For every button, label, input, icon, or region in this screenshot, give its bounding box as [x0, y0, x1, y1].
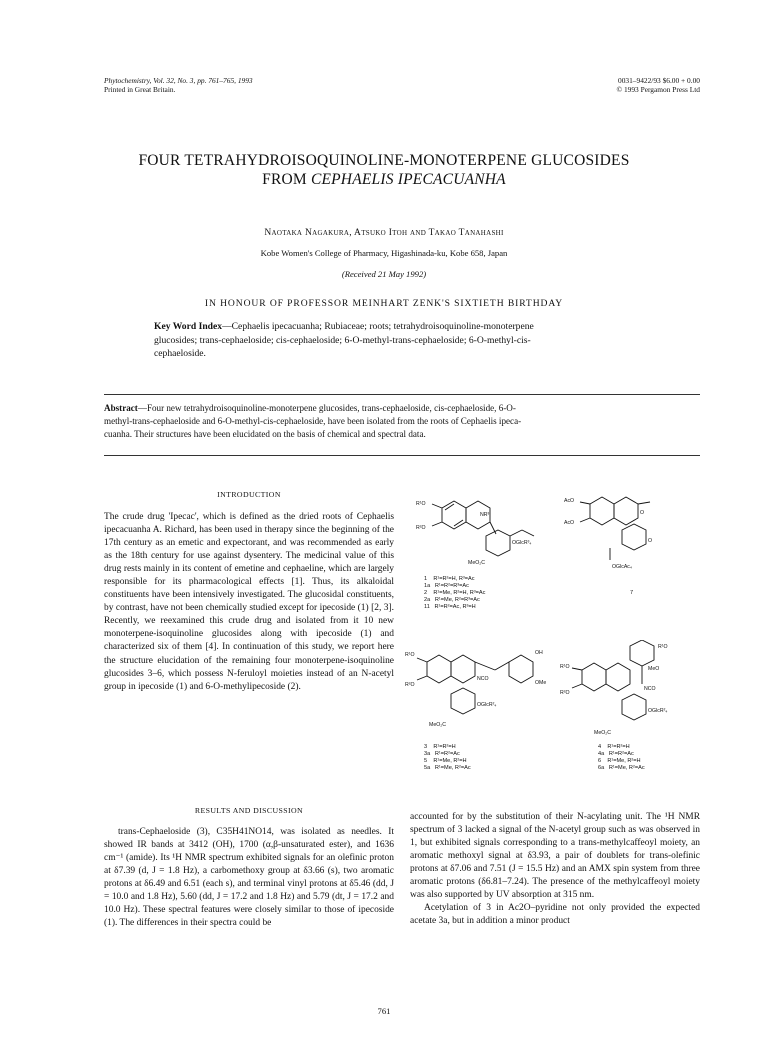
r1o-label: R¹O [416, 501, 426, 507]
journal-citation [104, 76, 253, 94]
dedication: IN HONOUR OF PROFESSOR MEINHART ZENK'S SIXTIETH BIRTHDAY [204, 298, 564, 309]
structure-trans-cephaeloside [405, 640, 560, 740]
results-paragraph-3: Acetylation of 3 in Ac2O–pyridine not only provided the expected acetate 3a, but in addition a minor product [410, 903, 700, 927]
author-list: Naotaka Nagakura, Atsuko Itoh and Takao Tanahashi [264, 228, 504, 238]
aco-label-2: AcO [564, 520, 575, 526]
issn-line: 0031–9422/93 $6.00 + 0.00 [618, 76, 700, 85]
oh-label: OH [535, 650, 543, 656]
oglc-label: OGlcR²₄ [648, 708, 668, 714]
r1o-label-2: R¹O [560, 664, 570, 670]
nco-label: NCO [477, 676, 489, 682]
r1o-label: R¹O [658, 644, 668, 650]
journal-line: Phytochemistry, Vol. 32, No. 3, pp. 761–765, 1993 [104, 76, 253, 85]
legend-compounds-3-5: 3 R¹=R²=H 3a R¹=R²=Ac 5 R¹=Me, R²=H 5a R¹=Me, R²=Ac [424, 744, 471, 772]
abstract-line-2: methyl-trans-cephaeloside and 6-O-methyl-cis-cephaeloside, have been isolated from the roots of Cephaelis ipeca- [104, 416, 522, 426]
r2o-label: R²O [560, 690, 570, 696]
copyright-line: © 1993 Pergamon Press Ltd [616, 85, 700, 94]
meo2c-label: MeO₂C [468, 560, 486, 566]
structure-compound-7 [560, 490, 700, 572]
introduction-body [104, 511, 394, 694]
meo2c-label: MeO₂C [594, 730, 612, 736]
nco-label: NCO [644, 686, 656, 692]
abstract-line-3: cuanha. Their structures have been elucidated on the basis of chemical and spectral data. [104, 429, 426, 439]
structure-cis-cephaeloside [560, 640, 705, 740]
keyword-line-3: cephaeloside. [154, 348, 206, 360]
meo2c-label: MeO₂C [429, 722, 447, 728]
printed-line: Printed in Great Britain. [104, 85, 176, 94]
divider-top [104, 394, 700, 395]
oglcac-label: OGlcAc₄ [612, 564, 632, 570]
results-right-body [410, 811, 700, 928]
copyright-block [582, 76, 700, 94]
compound-7-label: 7 [630, 590, 634, 596]
r2o-label: R²O [416, 525, 426, 531]
structure-ipecoside [412, 490, 562, 572]
results-paragraph-2: accounted for by the substitution of their N-acylating unit. The ¹H NMR spectrum of 3 lacked a signal of the N-acetyl group such as was observed in 1, but exhibited signals corresponding to a trans-methylcaffeoyl moiety, an aromatic methoxyl signal at δ3.93, a pair of doublets for trans-olefinic protons at δ7.06 and 7.51 (J = 15.5 Hz) and an AMX spin system from three aromatic protons (δ6.81–7.24). The presence of the methylcaffeoyl moiety was also supported by UV absorption at 315 nm. [410, 812, 700, 901]
n-label: O [640, 510, 645, 516]
legend-compounds-4-6: 4 R¹=R²=H 4a R¹=R²=Ac 6 R¹=Me, R²=H 6a R¹=Me, R²=Ac [598, 744, 645, 772]
aco-label-1: AcO [564, 498, 575, 504]
title-line-1: FOUR TETRAHYDROISOQUINOLINE-MONOTERPENE GLUCOSIDES [138, 152, 630, 169]
results-left-body [104, 826, 394, 930]
abstract-line-1: Abstract—Four new tetrahydroisoquinoline-monoterpene glucosides, trans-cephaeloside, cis-cephaeloside, 6-O- [104, 403, 516, 413]
introduction-paragraph: The crude drug 'Ipecac', which is defined as the dried roots of Cephaelis ipecacuanha A. Richard, has been used in therapy since the beginning of the 17th century as an emetic and expectorant, and was recommended as early as the 18th century for use against dysentery. The medicinal value of this drug rests mainly in its content of emetine and cephaeline, which are largely responsible for its pharmacological effects [1]. Thus, its alkaloidal constituents have been intensively investigated. The glucosidal constituents, by contrast, have not been chemically studied except for ipecoside (1) [2, 3]. Recently, we reexamined this crude drug and isolated from it 10 new monoterpene-isoquinoline glucosides along with ipecoside (1) and characterized six of them [4]. In continuation of this study, we report here the structure elucidation of the remaining four monoterpene-isoquinoline glucosides 3–6, which possess N-feruloyl moieties instead of an N-acetyl group in ipecoside (1) and 6-O-methylipecoside (2). [104, 512, 394, 692]
affiliation: Kobe Women's College of Pharmacy, Higashinada-ku, Kobe 658, Japan [260, 248, 508, 258]
abstract [104, 402, 700, 441]
oglc-label: OGlcR²₄ [477, 702, 497, 708]
results-heading: RESULTS AND DISCUSSION [194, 806, 304, 815]
results-paragraph-1: trans-Cephaeloside (3), C35H41NO14, was isolated as needles. It showed IR bands at 3412 (OH), 1700 (α,β-unsaturated ester), and 1636 cm⁻¹ (amide). Its ¹H NMR spectrum exhibited signals for an olefinic proton at δ7.39 (d, J = 1.8 Hz), a carbomethoxy group at δ3.66 (s), two aromatic protons at δ6.49 and 6.51 (each s), and terminal vinyl protons at δ5.46 (dd, J = 10.0 and 1.8 Hz), 5.60 (dd, J = 17.2 and 1.8 Hz) and 5.79 (dt, J = 17.2 and 10.0 Hz). These spectral features were closely similar to those of ipecoside (1). The differences in their spectra could be [104, 827, 394, 929]
introduction-heading: INTRODUCTION [217, 490, 281, 499]
keyword-index [154, 320, 699, 361]
legend-compounds-1-11: 1 R¹=R²=H, R³=Ac 1a R¹=R²=R³=Ac 2 R¹=Me, R²=H, R³=Ac 2a R¹=Me, R²=R³=Ac 11 R¹=R²=Ac, R³=H [424, 576, 486, 611]
page-number: 761 [377, 1006, 391, 1016]
title-line-2: FROM CEPHAELIS IPECACUANHA [262, 171, 506, 188]
o-label: O [648, 538, 653, 544]
keyword-line-1: Key Word Index—Cephaelis ipecacuanha; Rubiaceae; roots; tetrahydroisoquinoline-monoterpene [154, 321, 534, 332]
ome-label: OMe [535, 680, 547, 686]
nr3-label: NR³ [480, 512, 490, 518]
keyword-line-2: glucosides; trans-cephaeloside; cis-cephaeloside; 6-O-methyl-trans-cephaeloside; 6-O-methyl-cis- [154, 334, 531, 346]
divider-bottom [104, 455, 700, 456]
r2o-label: R²O [405, 682, 415, 688]
received-date: (Received 21 May 1992) [341, 269, 427, 279]
r1o-label: R¹O [405, 652, 415, 658]
oglc-label: OGlcR³₄ [512, 540, 532, 546]
meo-label: MeO [648, 666, 660, 672]
paper-title [0, 151, 768, 189]
